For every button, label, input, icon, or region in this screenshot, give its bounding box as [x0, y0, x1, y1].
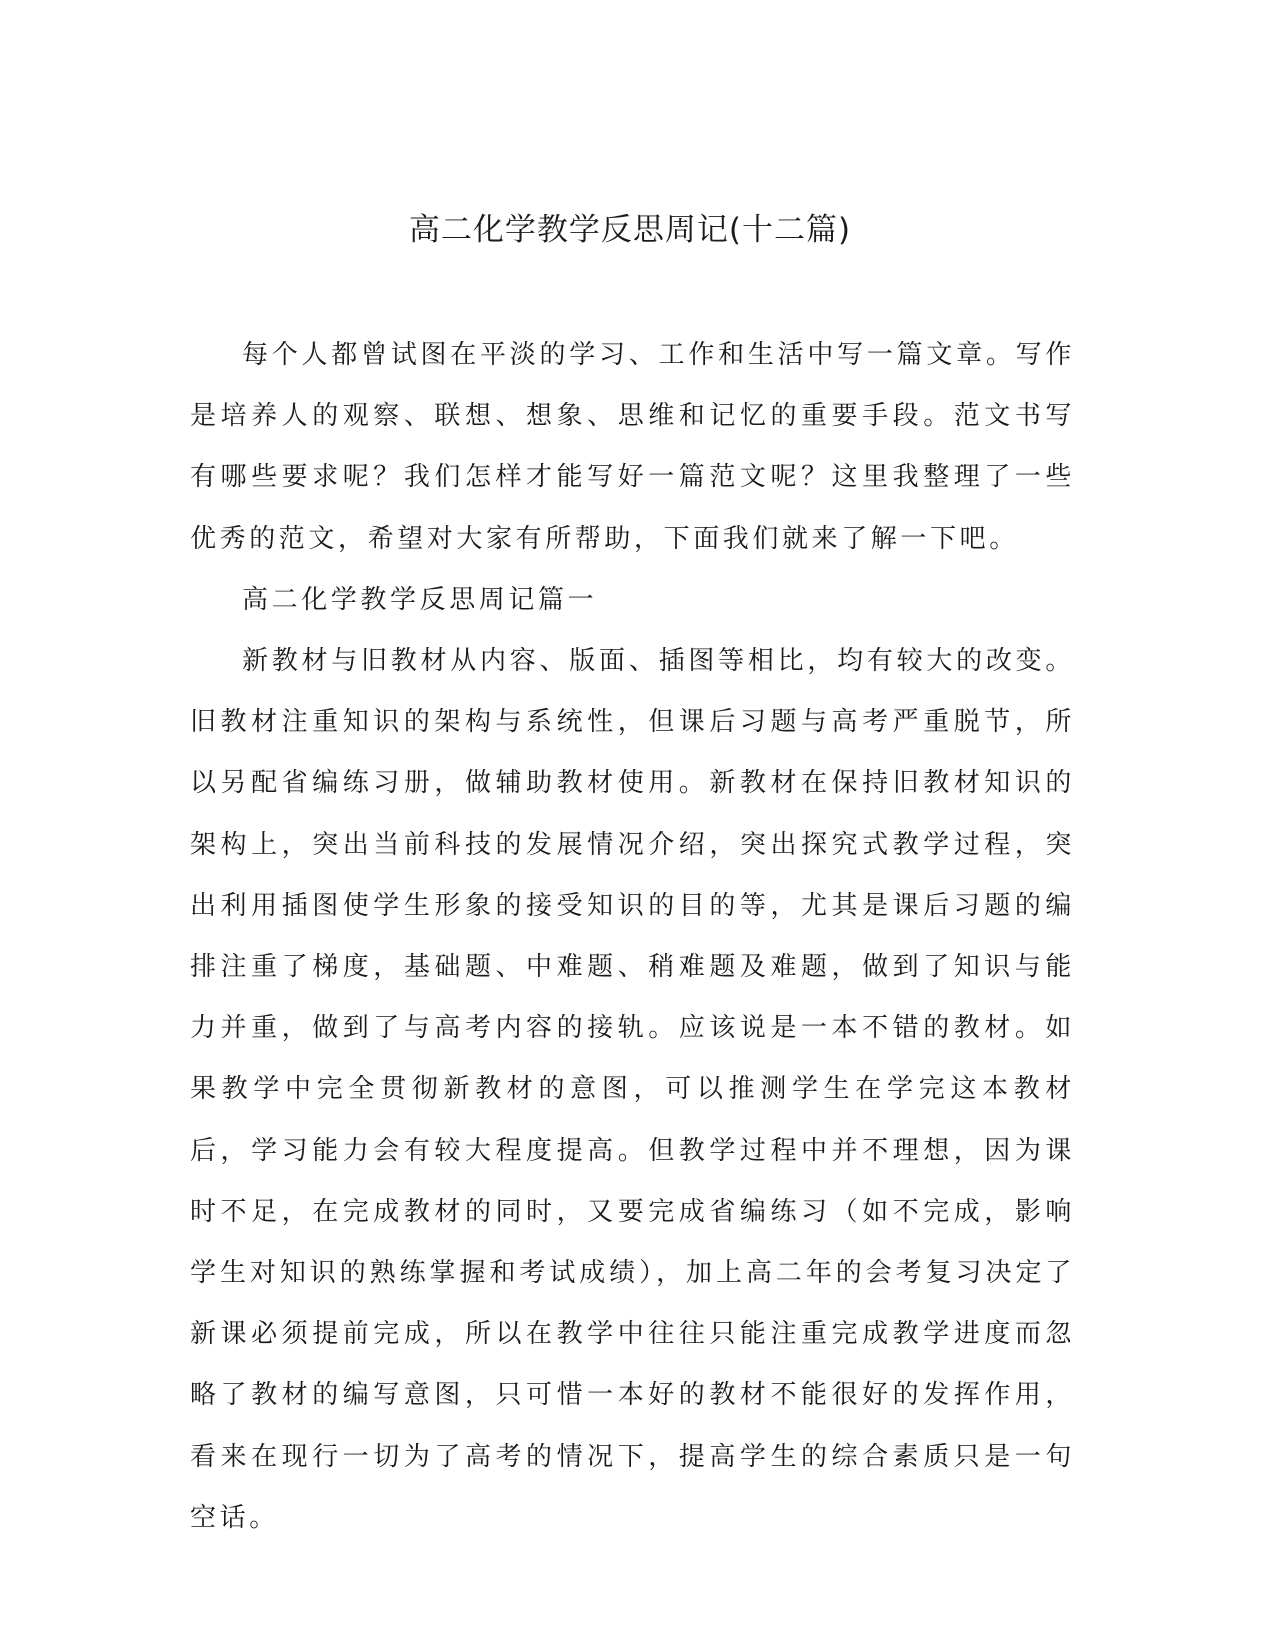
- intro-paragraph: 每个人都曾试图在平淡的学习、工作和生活中写一篇文章。写作是培养人的观察、联想、想象、思维和记忆的重要手段。范文书写有哪些要求呢？我们怎样才能写好一篇范文呢？这里我整理了一些优秀的范文，希望对大家有所帮助，下面我们就来了解一下吧。: [190, 340, 1075, 554]
- section-heading: 高二化学教学反思周记篇一: [242, 584, 598, 615]
- body-paragraph: 新教材与旧教材从内容、版面、插图等相比，均有较大的改变。旧教材注重知识的架构与系统性，但课后习题与高考严重脱节，所以另配省编练习册，做辅助教材使用。新教材在保持旧教材知识的架构上，突出当前科技的发展情况介绍，突出探究式教学过程，突出利用插图使学生形象的接受知识的目的等，尤其是课后习题的编排注重了梯度，基础题、中难题、稍难题及难题，做到了知识与能力并重，做到了与高考内容的接轨。应该说是一本不错的教材。如果教学中完全贯彻新教材的意图，可以推测学生在学完这本教材后，学习能力会有较大程度提高。但教学过程中并不理想，因为课时不足，在完成教材的同时，又要完成省编练习（如不完成，影响学生对知识的熟练掌握和考试成绩），加上高二年的会考复习决定了新课必须提前完成，所以在教学中往往只能注重完成教学进度而忽略了教材的编写意图，只可惜一本好的教材不能很好的发挥作用，看来在现行一切为了高考的情况下，提高学生的综合素质只是一句空话。: [190, 646, 1075, 1533]
- document-title: 高二化学教学反思周记(十二篇): [408, 212, 852, 248]
- document-body: [190, 325, 1075, 1549]
